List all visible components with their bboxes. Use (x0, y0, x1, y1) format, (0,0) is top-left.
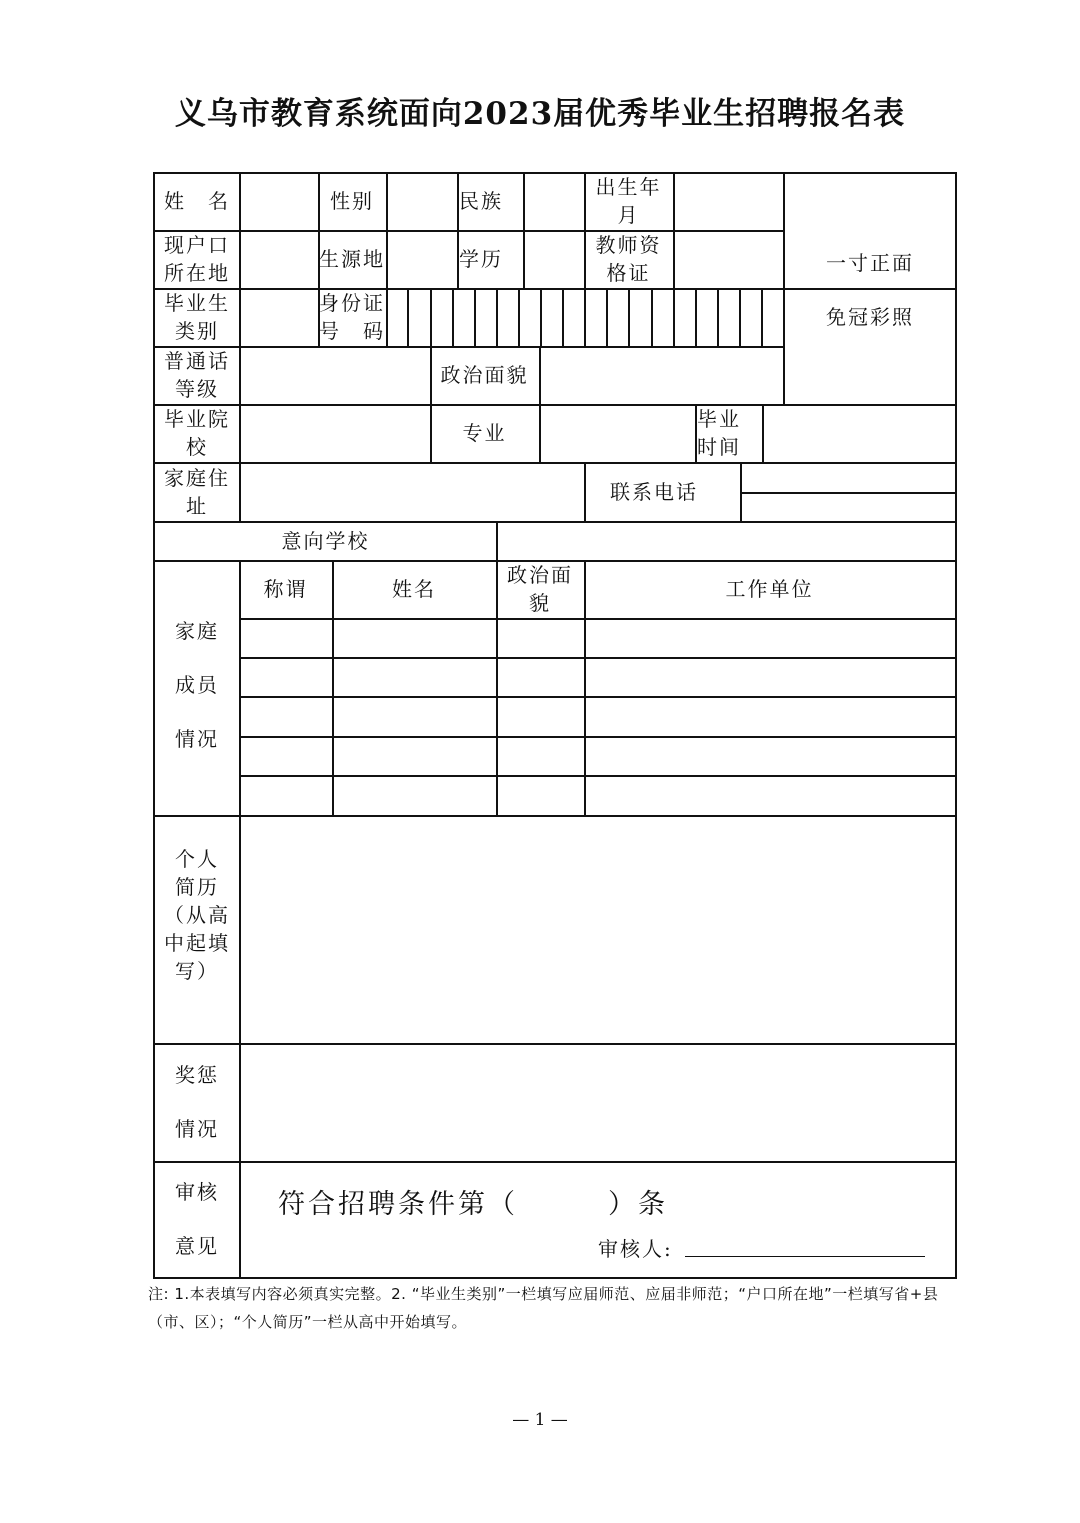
id-box-line (474, 288, 476, 346)
education-label: 学历 (459, 247, 503, 271)
row-line (153, 462, 955, 464)
phone-label: 联系电话 (610, 479, 698, 504)
review-label: 审核 意见 (175, 1180, 219, 1258)
gender-label: 性别 (330, 189, 374, 213)
school-label: 毕业院 校 (164, 407, 230, 459)
reviewer-signature-line[interactable] (685, 1256, 925, 1257)
origin-label: 生源地 (319, 247, 385, 271)
teacher-cert-label: 教师资 格证 (595, 233, 662, 285)
col-line (386, 172, 388, 288)
col-line (496, 521, 498, 560)
id-box-line (673, 288, 675, 346)
grad-time-label: 毕业 时间 (697, 407, 741, 459)
col-relation-label: 称谓 (263, 577, 308, 601)
col-political-label: 政治面 貌 (507, 563, 573, 615)
form-title: 义乌市教育系统面向2023届优秀毕业生招聘报名表 (174, 96, 906, 132)
id-box-line (695, 288, 697, 346)
id-box-line (518, 288, 520, 346)
name-label: 姓 名 (164, 189, 230, 213)
reviewer-label: 审核人: (598, 1237, 673, 1261)
page-number: — 1 — (512, 1410, 568, 1430)
family-section-label: 家庭 成员 情况 (175, 619, 219, 751)
id-box-line (606, 288, 608, 346)
awards-label: 奖惩 情况 (175, 1063, 219, 1141)
family-row-line (239, 618, 955, 620)
birth-label: 出生年 月 (595, 175, 662, 227)
ethnicity-label: 民族 (459, 189, 503, 213)
table-border-bottom (153, 1277, 957, 1279)
id-box-line (540, 288, 542, 346)
col-name-label: 姓名 (392, 577, 436, 601)
phone-split-line (740, 492, 955, 494)
grad-type-label: 毕业生 类别 (164, 291, 230, 343)
family-row-line (239, 736, 955, 738)
id-box-line (651, 288, 653, 346)
intended-school-label: 意向学校 (281, 528, 370, 553)
id-box-line (628, 288, 630, 346)
col-line (239, 815, 241, 1277)
row-line (153, 1161, 955, 1163)
review-condition-text: 符合招聘条件第（ ）条 (278, 1189, 668, 1220)
id-number-label: 身份证 号 码 (319, 291, 385, 343)
resume-label: 个人 简历 （从高 中起填 写） (164, 847, 230, 983)
col-line (239, 462, 241, 521)
id-box-line (562, 288, 564, 346)
id-box-line (496, 288, 498, 346)
col-line (523, 172, 525, 288)
col-line (539, 346, 541, 462)
id-box-line (761, 288, 763, 346)
id-box-line (386, 288, 388, 346)
row-line (153, 404, 955, 406)
family-row-line (239, 696, 955, 698)
address-label: 家庭住 址 (164, 465, 230, 518)
photo-placeholder: 一寸正面 免冠彩照 (826, 251, 914, 329)
family-row-line (239, 657, 955, 659)
mandarin-label: 普通话 等级 (164, 349, 230, 401)
major-label: 专业 (462, 421, 507, 445)
family-row-line (239, 775, 955, 777)
col-workplace-label: 工作单位 (725, 577, 814, 601)
id-box-line (430, 288, 432, 346)
col-line (740, 462, 742, 521)
id-box-line (717, 288, 719, 346)
id-box-line (407, 288, 409, 346)
col-line (673, 172, 675, 288)
political-label: 政治面貌 (440, 363, 529, 387)
form-note: 注: 1.本表填写内容必须真实完整。2. “毕业生类别”一栏填写应届师范、应届非师范；“户口所在地”一栏填写省+县（市、区）；“个人简历”一栏从高中开始填写。 (148, 1285, 939, 1331)
table-border-top (153, 172, 957, 174)
id-box-line (739, 288, 741, 346)
table-border-right (955, 172, 957, 1278)
row-line (153, 815, 955, 817)
id-box-line (452, 288, 454, 346)
row-line (153, 1043, 955, 1045)
hukou-label: 现户口 所在地 (164, 233, 230, 285)
col-line (762, 404, 764, 462)
col-line (239, 172, 241, 462)
